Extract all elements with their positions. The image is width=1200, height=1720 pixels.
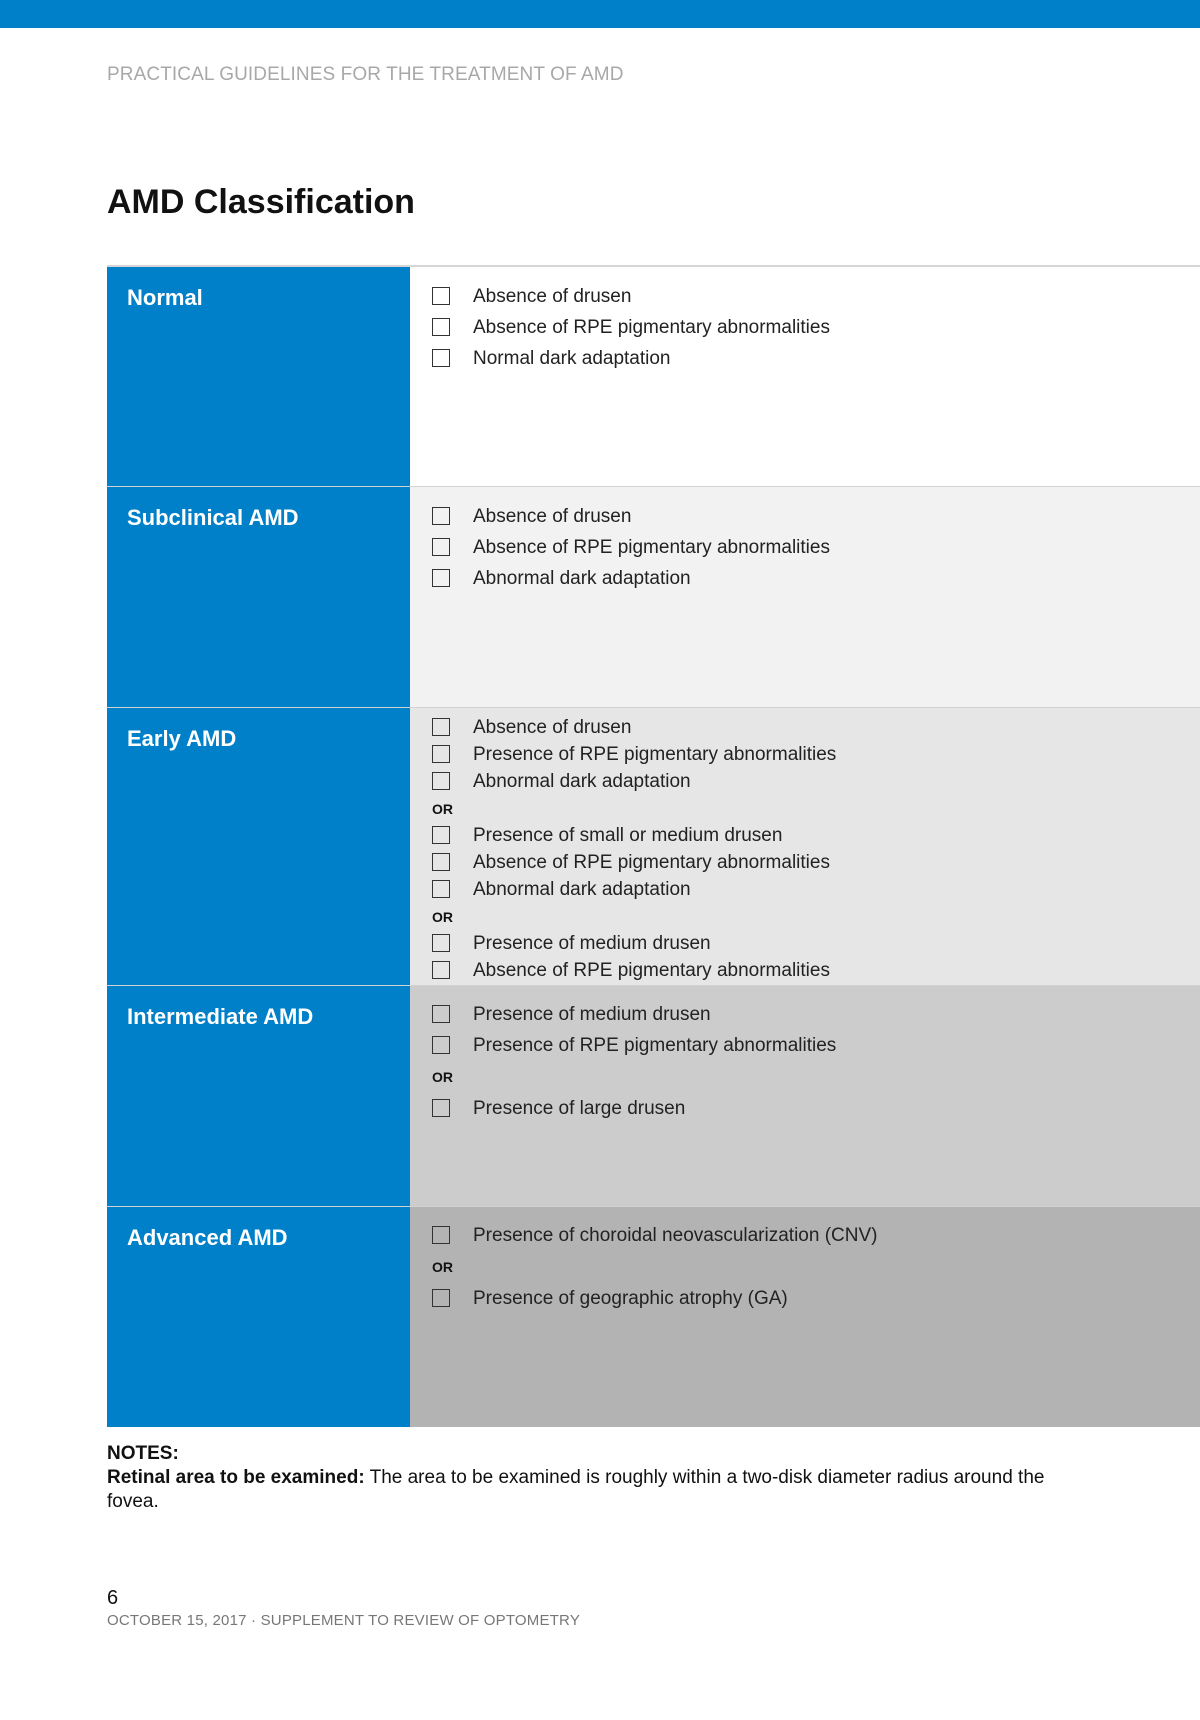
criterion-item bbox=[473, 317, 830, 339]
row-label: Subclinical AMD bbox=[107, 487, 410, 707]
notes-section bbox=[107, 1442, 1067, 1514]
notes-heading: NOTES: bbox=[107, 1443, 179, 1464]
criterion-text: Abnormal dark adaptation bbox=[473, 771, 691, 792]
checkbox[interactable] bbox=[432, 1036, 450, 1054]
criteria-cell bbox=[410, 708, 1200, 985]
row-label: Advanced AMD bbox=[107, 1207, 410, 1427]
criterion-item bbox=[473, 852, 830, 874]
criterion-text: Absence of drusen bbox=[473, 506, 632, 527]
checkbox[interactable] bbox=[432, 826, 450, 844]
criterion-item bbox=[473, 1098, 685, 1120]
criterion-item bbox=[473, 1288, 788, 1310]
row-intermediate bbox=[107, 986, 1200, 1207]
criterion-text: Normal dark adaptation bbox=[473, 348, 671, 369]
checkbox[interactable] bbox=[432, 318, 450, 336]
classification-table bbox=[107, 265, 1200, 1427]
page-number: 6 bbox=[107, 1587, 119, 1609]
row-label: Normal bbox=[107, 267, 410, 486]
checkbox[interactable] bbox=[432, 880, 450, 898]
criterion-item bbox=[473, 568, 691, 590]
criterion-item bbox=[473, 506, 631, 528]
criterion-item bbox=[473, 1035, 836, 1057]
running-head: PRACTICAL GUIDELINES FOR THE TREATMENT OF AMD bbox=[107, 64, 624, 85]
criterion-item bbox=[473, 1225, 877, 1247]
checkbox[interactable] bbox=[432, 538, 450, 556]
checkbox[interactable] bbox=[432, 961, 450, 979]
checkbox[interactable] bbox=[432, 934, 450, 952]
checkbox[interactable] bbox=[432, 1005, 450, 1023]
row-advanced bbox=[107, 1207, 1200, 1427]
criteria-cell bbox=[410, 267, 1200, 486]
checkbox[interactable] bbox=[432, 507, 450, 525]
checkbox[interactable] bbox=[432, 349, 450, 367]
criterion-text: Presence of geographic atrophy (GA) bbox=[473, 1288, 788, 1309]
footer-line: OCTOBER 15, 2017 · SUPPLEMENT TO REVIEW OF OPTOMETRY bbox=[107, 1612, 581, 1629]
criterion-item bbox=[473, 348, 671, 370]
criteria-cell bbox=[410, 487, 1200, 707]
criterion-item bbox=[473, 717, 631, 739]
row-label: Early AMD bbox=[107, 708, 410, 985]
criterion-text: Presence of medium drusen bbox=[473, 1004, 711, 1025]
row-label: Intermediate AMD bbox=[107, 986, 410, 1206]
criterion-text: Presence of small or medium drusen bbox=[473, 825, 783, 846]
notes-term: Retinal area to be examined: bbox=[107, 1467, 365, 1488]
checkbox[interactable] bbox=[432, 718, 450, 736]
criterion-text: Presence of medium drusen bbox=[473, 933, 711, 954]
criterion-text: Absence of RPE pigmentary abnormalities bbox=[473, 960, 830, 981]
criterion-text: Absence of drusen bbox=[473, 286, 632, 307]
or-separator: OR bbox=[432, 1259, 453, 1275]
row-early bbox=[107, 708, 1200, 986]
checkbox[interactable] bbox=[432, 772, 450, 790]
checkbox[interactable] bbox=[432, 1289, 450, 1307]
criterion-text: Absence of drusen bbox=[473, 717, 632, 738]
criterion-text: Presence of RPE pigmentary abnormalities bbox=[473, 1035, 837, 1056]
criterion-text: Abnormal dark adaptation bbox=[473, 879, 691, 900]
criterion-item bbox=[473, 537, 830, 559]
row-subclinical bbox=[107, 487, 1200, 708]
criteria-cell bbox=[410, 986, 1200, 1206]
checkbox[interactable] bbox=[432, 853, 450, 871]
criterion-item bbox=[473, 960, 830, 982]
criterion-text: Absence of RPE pigmentary abnormalities bbox=[473, 317, 830, 338]
criterion-item bbox=[473, 1004, 711, 1026]
notes-text: The area to be examined is roughly within a two-disk diameter radius around the fovea. bbox=[107, 1467, 1045, 1512]
criterion-text: Absence of RPE pigmentary abnormalities bbox=[473, 852, 830, 873]
criterion-text: Presence of choroidal neovascularization (CNV) bbox=[473, 1225, 878, 1246]
criterion-item bbox=[473, 825, 782, 847]
or-separator: OR bbox=[432, 801, 453, 817]
criterion-item bbox=[473, 771, 691, 793]
page-title: AMD Classification bbox=[107, 183, 415, 221]
checkbox[interactable] bbox=[432, 569, 450, 587]
or-separator: OR bbox=[432, 1069, 453, 1085]
or-separator: OR bbox=[432, 909, 453, 925]
criterion-text: Abnormal dark adaptation bbox=[473, 568, 691, 589]
top-accent-bar bbox=[0, 0, 1200, 28]
criterion-item bbox=[473, 879, 691, 901]
row-normal bbox=[107, 267, 1200, 487]
criterion-item bbox=[473, 286, 631, 308]
checkbox[interactable] bbox=[432, 1099, 450, 1117]
checkbox[interactable] bbox=[432, 1226, 450, 1244]
checkbox[interactable] bbox=[432, 287, 450, 305]
criteria-cell bbox=[410, 1207, 1200, 1427]
criterion-text: Absence of RPE pigmentary abnormalities bbox=[473, 537, 830, 558]
criterion-item bbox=[473, 744, 836, 766]
criterion-text: Presence of RPE pigmentary abnormalities bbox=[473, 744, 837, 765]
criterion-item bbox=[473, 933, 711, 955]
criterion-text: Presence of large drusen bbox=[473, 1098, 686, 1119]
checkbox[interactable] bbox=[432, 745, 450, 763]
